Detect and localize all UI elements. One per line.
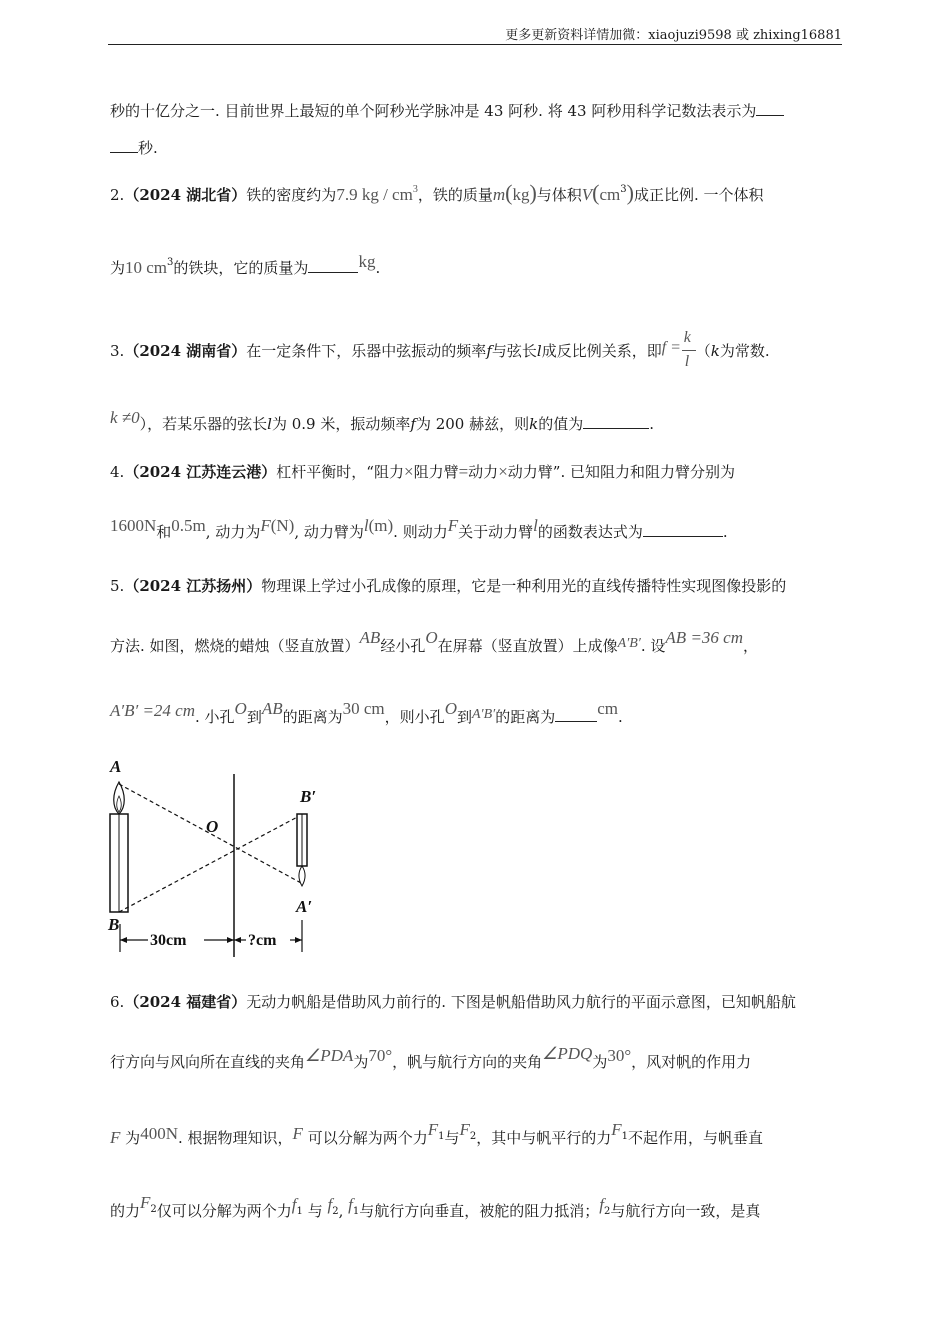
math-f: f (410, 415, 416, 433)
q6-text: 与航行方向垂直，被舵的阻力抵消； (359, 1202, 600, 1220)
q6-text: ，其中与帆平行的力 (476, 1129, 612, 1147)
math-l: l (536, 342, 542, 360)
q4-text: 和 (156, 523, 172, 541)
q6-text: 为 (592, 1053, 608, 1071)
volume-value: 10 cm (125, 258, 168, 277)
question-number: 6. (110, 993, 125, 1011)
exp-3: 3 (167, 257, 174, 268)
math-F2: F (459, 1120, 470, 1139)
question-5-line2 (110, 628, 845, 658)
math-F1: F (611, 1120, 622, 1139)
math-O: O (444, 699, 457, 718)
unit-N: (N) (270, 516, 295, 535)
answer-blank[interactable] (110, 138, 138, 153)
question-source: （2024 福建省） (124, 993, 247, 1011)
answer-blank[interactable] (308, 258, 358, 273)
subscript-1: 1 (438, 1131, 445, 1142)
question-number: 3. (110, 342, 125, 360)
exp-3: 3 (620, 184, 627, 195)
density-expr: 7.9 kg / cm (336, 185, 413, 204)
question-6-line2 (110, 1044, 845, 1072)
angle-70: 70° (368, 1046, 393, 1065)
q6-text: 与 (444, 1129, 460, 1147)
math-F2: F (140, 1193, 151, 1212)
header-contact-text: 更多更新资料详情加微：xiaojuzi9598 或 zhixing16881 (505, 28, 842, 43)
q2-text: 与体积 (536, 186, 582, 204)
arrow-left-icon (234, 937, 241, 943)
math-k: k (710, 342, 720, 360)
q3-text: . (649, 415, 654, 433)
q4-text: 关于动力臂 (458, 523, 534, 541)
q6-text: 仅可以分解为两个力 (156, 1202, 292, 1220)
equals-sign: = (458, 462, 469, 481)
q5-text: 在屏幕（竖直放置）上成像 (437, 637, 618, 655)
resistance-force: 1600N (110, 516, 157, 535)
pinhole-camera-figure (100, 752, 320, 962)
q5-text: ， (742, 637, 758, 655)
equation-AB: AB =36 cm (665, 628, 743, 647)
answer-blank[interactable] (756, 101, 784, 116)
question-number: 4. (110, 463, 125, 481)
q3-text: 与弦长 (491, 342, 537, 360)
q3-text: 为 0.9 米，振动频率 (271, 415, 411, 433)
q5-text: . 小孔 (195, 708, 235, 726)
math-ApBp: A′B′ (617, 636, 641, 651)
question-6-line4: 的力$F^2$仅可以分解为两个力f1 与 f2, f1与航行方向垂直，被舵的阻力抵消；f2与航行方向一致，是真 (110, 1193, 761, 1220)
q3-text: ），若某乐器的弦长 (139, 415, 268, 433)
question-6-line1 (110, 992, 845, 1012)
answer-blank[interactable] (643, 522, 723, 537)
q2-text: 成正比例. 一个体积 (633, 186, 764, 204)
math-f1: f (348, 1195, 353, 1214)
q2-text: . (375, 259, 381, 277)
math-F1: F (427, 1120, 439, 1139)
q4-text: . (722, 523, 728, 541)
q5-text: . (618, 708, 623, 726)
math-l: l (533, 516, 538, 535)
paren-close: ) (529, 180, 537, 205)
q6-text: 与 (307, 1202, 323, 1220)
q4-text: . 则动力 (393, 523, 448, 541)
resistance-arm: 0.5m (171, 516, 206, 535)
q6-text: ，帆与航行方向的夹角 (392, 1053, 543, 1071)
question-source: （2024 湖南省） (124, 342, 247, 360)
q6-text: 的力 (110, 1202, 141, 1220)
q5-text: 到 (246, 708, 262, 726)
math-O: O (234, 699, 247, 718)
question-number: 5. (110, 577, 125, 595)
math-ApBp: A′B′ (471, 707, 496, 722)
angle-30: 30° (607, 1046, 632, 1065)
math-l: l (267, 415, 272, 433)
fraction-numerator: k (683, 329, 691, 346)
question-5-line1 (110, 576, 845, 596)
p1-text: 秒. (138, 139, 158, 157)
force-400N: 400N (140, 1124, 178, 1143)
question-2-line1 (110, 180, 845, 208)
subscript-2: 2 (150, 1204, 157, 1215)
q5-text: 到 (456, 708, 472, 726)
fraction-lhs: f = (661, 339, 681, 356)
condition-k: k ≠0 (110, 408, 140, 427)
label-O: O (206, 817, 219, 836)
q2-text: ，铁的质量 (417, 186, 493, 204)
label-B: B (108, 915, 120, 934)
p1-line2 (110, 138, 845, 158)
math-O: O (425, 628, 438, 647)
arrow-right-icon (295, 937, 302, 943)
q2-text: 铁的密度约为 (246, 186, 337, 204)
arrow-left-icon (120, 937, 127, 943)
q3-text: 的值为 (538, 415, 584, 433)
distance-value: 30 cm (342, 699, 385, 718)
fraction-formula (661, 329, 696, 372)
unit-cm3: cm (599, 185, 621, 204)
question-3-line1 (110, 329, 845, 372)
q2-text: 的铁块，它的质量为 (173, 259, 309, 277)
q6-text: 无动力帆船是借助风力前行的. 下图是帆船借助风力航行的平面示意图，已知帆船航 (246, 993, 796, 1011)
answer-blank[interactable] (583, 414, 649, 429)
q4-text: 的函数表达式为 (537, 523, 643, 541)
math-l: l (363, 516, 369, 535)
fraction-denominator: l (684, 353, 690, 370)
q4-text: 动力臂”. 已知阻力和阻力臂分别为 (507, 463, 735, 481)
math-m: m (492, 185, 506, 204)
q4-text: 动力 (468, 463, 499, 481)
question-4-line1 (110, 462, 845, 482)
math-F: F (292, 1124, 303, 1143)
question-source: （2024 江苏扬州） (124, 577, 262, 595)
math-f2: f (327, 1195, 333, 1214)
p1-line1 (110, 101, 845, 121)
q4-text: , 动力为 (205, 523, 261, 541)
angle-PDQ: ∠PDQ (542, 1044, 593, 1063)
label-Bprime: B′ (300, 787, 317, 806)
question-6-line3 (110, 1120, 845, 1151)
dim-label-30cm: 30cm (150, 932, 187, 949)
answer-blank[interactable] (555, 707, 597, 722)
question-source: （2024 江苏连云港） (124, 463, 277, 481)
math-F: F (260, 516, 271, 535)
image-flame-icon (299, 866, 305, 886)
paren-kg: ( (505, 180, 513, 205)
unit-m: (m) (368, 516, 394, 535)
q6-text: 与航行方向一致，是真 (610, 1202, 761, 1220)
q3-text: 为常数. (719, 342, 770, 360)
p1-text: 秒的十亿分之一. 目前世界上最短的单个阿秒光学脉冲是 43 阿秒. 将 43 阿秒用科学记数法表示为 (110, 102, 757, 120)
q6-text: . 根据物理知识， (177, 1129, 293, 1147)
question-5-line3 (110, 699, 845, 729)
subscript-1: 1 (352, 1206, 360, 1217)
arrow-right-icon (227, 937, 234, 943)
q3-text: （ (695, 342, 711, 360)
subscript-2: 2 (469, 1131, 477, 1142)
math-AB: AB (261, 699, 283, 718)
question-2-line2 (110, 252, 845, 281)
question-3-line2 (110, 408, 845, 434)
label-Aprime: A′ (296, 897, 313, 916)
math-k: k (529, 415, 539, 433)
fraction-bar (682, 350, 696, 351)
q4-text: , 动力臂为 (294, 523, 364, 541)
subscript-1: 1 (296, 1206, 303, 1217)
q6-text: 为 (353, 1053, 369, 1071)
q6-text: ，风对帆的作用力 (631, 1053, 752, 1071)
q5-text: 物理课上学过小孔成像的原理，它是一种利用光的直线传播特性实现图像投影的 (261, 577, 787, 595)
q4-text: 阻力臂 (413, 463, 459, 481)
question-4-line2 (110, 516, 845, 542)
q5-text: ，则小孔 (384, 708, 445, 726)
unit-cm: cm (597, 699, 619, 718)
q6-text: 行方向与风向所在直线的夹角 (110, 1053, 306, 1071)
paren-close: ) (626, 180, 634, 205)
page-header (108, 22, 842, 45)
math-F: F (110, 1128, 121, 1147)
angle-PDA: ∠PDA (305, 1046, 354, 1065)
times-sign: × (403, 462, 414, 481)
q6-text: 为 (125, 1129, 141, 1147)
subscript-2: 2 (604, 1206, 611, 1217)
math-f: f (486, 342, 492, 360)
q3-text: 在一定条件下，乐器中弦振动的频率 (246, 342, 487, 360)
q3-text: 成反比例关系，即 (541, 342, 662, 360)
q6-text: 不起作用，与帆垂直 (628, 1129, 764, 1147)
q2-text: 为 (110, 259, 126, 277)
subscript-2: 2 (332, 1206, 339, 1217)
q5-text: 的距离为 (495, 708, 556, 726)
q3-text: 为 200 赫兹，则 (415, 415, 530, 433)
math-f2: f (599, 1195, 604, 1214)
density-value: 7.9 kg / $cm^3$ (336, 184, 418, 204)
equation-ApBp: A′B′ =24 cm (110, 701, 195, 720)
q6-text: 可以分解为两个力 (307, 1129, 428, 1147)
q5-text: . 设 (640, 637, 666, 655)
unit-kg: kg (358, 252, 376, 271)
subscript-1: 1 (621, 1131, 629, 1142)
q5-text: 的距离为 (282, 708, 343, 726)
math-f1: f (291, 1195, 297, 1214)
q5-text: 经小孔 (380, 637, 426, 655)
paren-open: ( (592, 180, 600, 205)
math-V: V (581, 185, 593, 204)
label-A: A (110, 757, 122, 776)
question-number: 2. (110, 186, 125, 204)
unit-kg: kg (512, 185, 530, 204)
times-sign: × (498, 462, 508, 481)
dim-label-unknown: ?cm (248, 932, 277, 949)
math-F: F (447, 516, 459, 535)
question-source: （2024 湖北省） (124, 186, 247, 204)
q5-text: 方法. 如图，燃烧的蜡烛（竖直放置） (110, 637, 360, 655)
q4-text: 杠杆平衡时，“阻力 (276, 463, 404, 481)
math-AB: AB (359, 628, 381, 647)
